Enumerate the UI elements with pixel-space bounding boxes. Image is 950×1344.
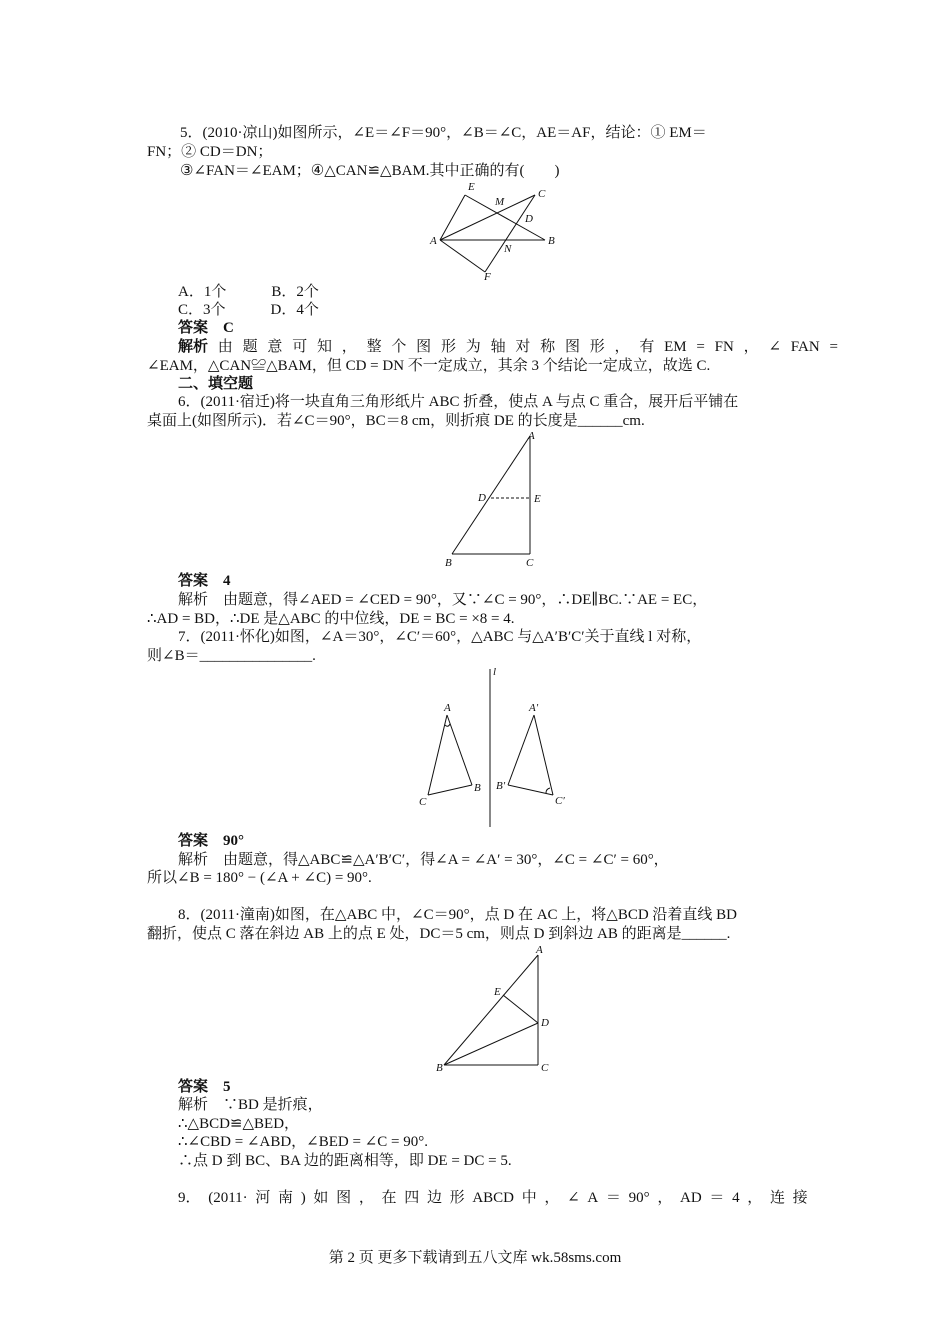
q5-explanation-line-2: ∠EAM，△CAN≌△BAM，但 CD = DN 不一定成立，其余 3 个结论一定成立，故选 C. [147, 358, 711, 374]
q6-label-c: C [526, 557, 534, 569]
q5-options-2: C．3个 D．4个 [178, 302, 319, 318]
q6-label-a: A [528, 430, 535, 442]
q7-label-a-prime: A′ [529, 702, 539, 714]
q5-label-d: D [525, 213, 533, 225]
q6-label-d: D [478, 492, 486, 504]
q8-label-b: B [436, 1062, 443, 1074]
q5-label-c: C [538, 188, 546, 200]
q8-figure [432, 943, 562, 1078]
q5-label-f: F [484, 271, 491, 283]
q7-label-l: l [493, 666, 497, 678]
q6-line-2: 桌面上(如图所示)．若∠C＝90°，BC＝8 cm，则折痕 DE 的长度是______cm. [147, 413, 645, 429]
q8-explanation-line-3: ∴∠CBD = ∠ABD，∠BED = ∠C = 90°. [178, 1134, 428, 1150]
q7-answer: 答案 90° [178, 833, 244, 849]
q5-line-3: ③∠FAN＝∠EAM；④△CAN≌△BAM.其中正确的有( ) [180, 163, 560, 179]
q5-answer: 答案 C [178, 320, 234, 336]
q7-label-a: A [444, 702, 451, 714]
q5-explanation-line-1: 解析 由 题 意 可 知 ， 整 个 图 形 为 轴 对 称 图 形 ， 有 EM = FN ， ∠ FAN = [178, 339, 838, 355]
q7-label-b-prime: B′ [496, 780, 506, 792]
page-footer: 第 2 页 更多下载请到五八文库 wk.58sms.com [328, 1250, 622, 1266]
q8-answer: 答案 5 [178, 1079, 231, 1095]
q5-label-n: N [504, 243, 512, 255]
q7-label-c: C [419, 796, 427, 808]
q5-line-2: FN；② CD＝DN； [147, 144, 273, 160]
q5-figure [420, 180, 570, 285]
q8-explanation-line-4: ∴点 D 到 BC、BA 边的距离相等，即 DE = DC = 5. [178, 1153, 512, 1169]
q9-line-1: 9． (2011· 河 南 ) 如 图 ， 在 四 边 形 ABCD 中 ， ∠ A ＝ 90° ， AD ＝ 4 ， 连 接 [178, 1190, 808, 1206]
q5-label-a: A [430, 235, 437, 247]
q7-label-b: B [474, 782, 481, 794]
section-title-fill-in: 二、填空题 [178, 376, 254, 392]
q5-label-m: M [495, 196, 505, 208]
q8-label-e: E [494, 986, 501, 998]
q8-explanation-line-2: ∴△BCD≌△BED， [178, 1116, 300, 1132]
q7-line-1: 7．(2011·怀化)如图，∠A＝30°，∠C′＝60°，△ABC 与△A′B′C′关于直线 l 对称， [178, 629, 702, 645]
q7-figure [412, 665, 582, 830]
q7-explanation-line-1: 解析 由题意，得△ABC≌△A′B′C′，得∠A = ∠A′ = 30°，∠C = ∠C′ = 60°， [178, 852, 669, 868]
q6-label-e: E [534, 493, 541, 505]
q6-figure [440, 428, 560, 573]
q7-line-2: 则∠B＝_______________. [147, 648, 316, 664]
q5-label-b: B [548, 235, 555, 247]
q6-explanation-line-2: ∴AD = BD，∴DE 是△ABC 的中位线，DE = BC = ×8 = 4. [147, 611, 515, 627]
q6-label-b: B [445, 557, 452, 569]
q8-label-d: D [541, 1017, 549, 1029]
q5-line-1: 5．(2010·凉山)如图所示，∠E＝∠F＝90°，∠B＝∠C，AE＝AF，结论：① EM＝ [180, 125, 707, 141]
q5-options-1: A．1个 B．2个 [178, 284, 319, 300]
q5-label-e: E [468, 181, 475, 193]
q8-label-c: C [541, 1062, 549, 1074]
q6-explanation-line-1: 解析 由题意，得∠AED = ∠CED = 90°，又∵∠C = 90°，∴DE∥BC.∵AE = EC， [178, 592, 708, 608]
q8-line-1: 8．(2011·潼南)如图，在△ABC 中，∠C＝90°，点 D 在 AC 上，将△BCD 沿着直线 BD [178, 907, 738, 923]
q8-explanation-line-1: 解析 ∵BD 是折痕， [178, 1097, 323, 1113]
q7-explanation-line-2: 所以∠B = 180° − (∠A + ∠C) = 90°. [147, 870, 372, 886]
q7-label-c-prime: C′ [555, 795, 565, 807]
q6-answer: 答案 4 [178, 573, 231, 589]
q6-line-1: 6．(2011·宿迁)将一块直角三角形纸片 ABC 折叠，使点 A 与点 C 重合，展开后平铺在 [178, 394, 739, 410]
q8-line-2: 翻折，使点 C 落在斜边 AB 上的点 E 处，DC＝5 cm，则点 D 到斜边 AB 的距离是______. [147, 926, 731, 942]
q8-label-a: A [536, 944, 543, 956]
